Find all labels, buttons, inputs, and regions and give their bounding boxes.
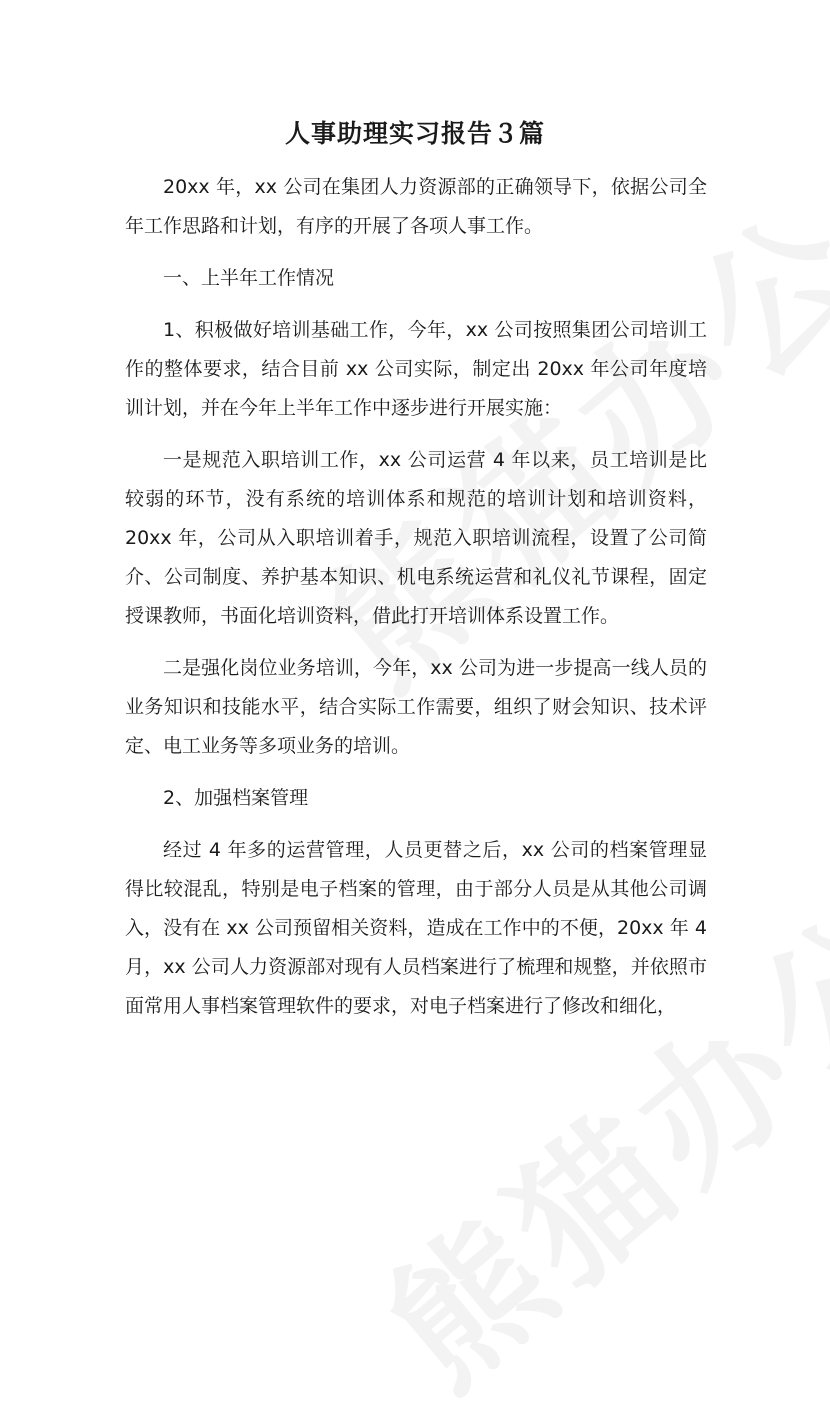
paragraph-intro: 20xx 年，xx 公司在集团人力资源部的正确领导下，依据公司全年工作思路和计划，有序的开展了各项人事工作。 xyxy=(125,176,707,237)
document-title: 人事助理实习报告３篇 xyxy=(284,119,545,148)
section-heading-1: 一、上半年工作情况 xyxy=(163,267,335,289)
section-heading-2: 2、加强档案管理 xyxy=(163,787,309,809)
paragraph-archives: 经过 4 年多的运营管理，人员更替之后，xx 公司的档案管理显得比较混乱，特别是电子档案的管理，由于部分人员是从其他公司调入，没有在 xx 公司预留相关资料，造成在工作中的不便，20xx 年 4 月，xx 公司人力资源部对现有人员档案进行了梳理和规整，并依照市面常用人事档案管理软件的要求，对电子档案进行了修改和细化， xyxy=(125,839,707,1017)
paragraph-onboarding: 一是规范入职培训工作，xx 公司运营 4 年以来，员工培训是比较弱的环节，没有系统的培训体系和规范的培训计划和培训资料，20xx 年，公司从入职培训着手，规范入职培训流程，设置了公司简介、公司制度、养护基本知识、机电系统运营和礼仪礼节课程，固定授课教师，书面化培训资料，借此打开培训体系设置工作。 xyxy=(125,449,707,627)
paragraph-job-training: 二是强化岗位业务培训，今年，xx 公司为进一步提高一线人员的业务知识和技能水平，结合实际工作需要，组织了财会知识、技术评定、电工业务等多项业务的培训。 xyxy=(125,657,707,757)
paragraph-training: 1、积极做好培训基础工作，今年，xx 公司按照集团公司培训工作的整体要求，结合目前 xx 公司实际，制定出 20xx 年公司年度培训计划，并在今年上半年工作中逐步进行开展实施： xyxy=(125,319,707,419)
document-body xyxy=(125,168,707,1039)
